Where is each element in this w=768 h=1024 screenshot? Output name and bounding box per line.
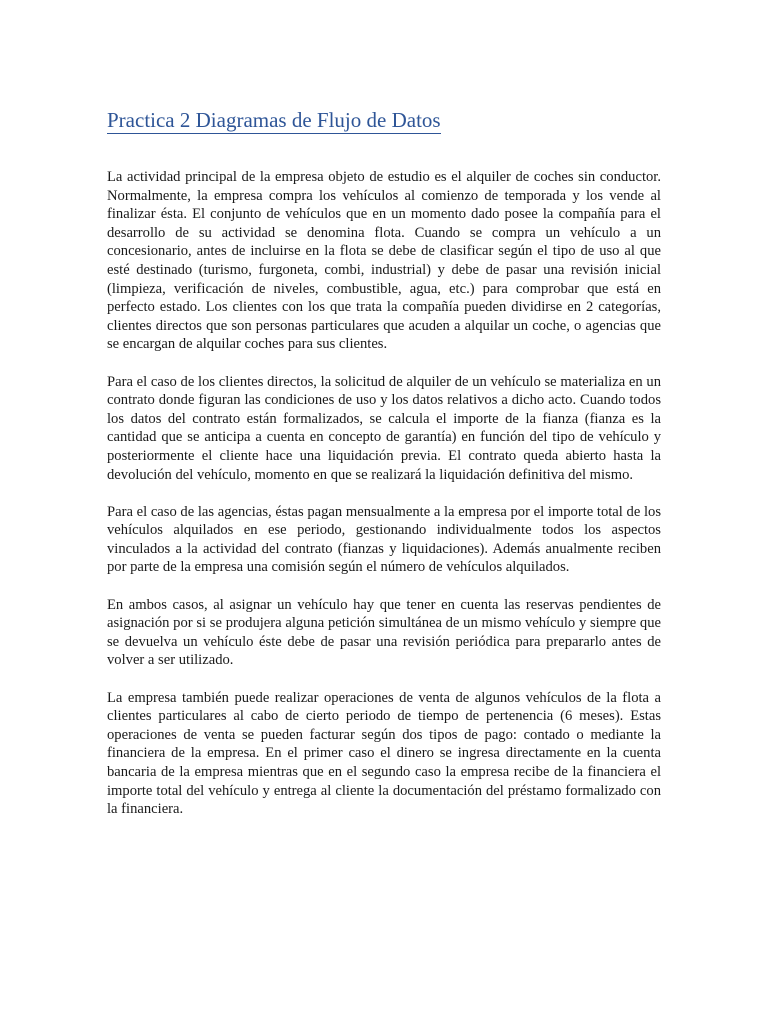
document-title: Practica 2 Diagramas de Flujo de Datos [107, 108, 441, 132]
paragraph-5: La empresa también puede realizar operaciones de venta de algunos vehículos de la flota a clientes particulares al cabo de cierto periodo de tiempo de pertenencia (6 meses). Estas operaciones de venta se pueden facturar según dos tipos de pago: contado o mediante la financiera de la empresa. En el primer caso el dinero se ingresa directamente en la cuenta bancaria de la empresa mientras que en el segundo caso la empresa recibe de la financiera el importe total del vehículo y entrega al cliente la documentación del préstamo formalizado con la financiera. [107, 689, 661, 818]
document-body [107, 168, 661, 837]
paragraph-3: Para el caso de las agencias, éstas pagan mensualmente a la empresa por el importe total de los vehículos alquilados en ese periodo, gestionando individualmente todos los aspectos vinculados a la actividad del contrato (fianzas y liquidaciones). Además anualmente reciben por parte de la empresa una comisión según el número de vehículos alquilados. [107, 503, 661, 576]
paragraph-1: La actividad principal de la empresa objeto de estudio es el alquiler de coches sin conductor. Normalmente, la empresa compra los vehículos al comienzo de temporada y los vende al finalizar ésta. El conjunto de vehículos que en un momento dado posee la compañía para el desarrollo de su actividad se denomina flota. Cuando se compra un vehículo a un concesionario, antes de incluirse en la flota se debe de clasificar según el tipo de uso al que esté destinado (turismo, furgoneta, combi, industrial) y debe de pasar una revisión inicial (limpieza, verificación de niveles, combustible, agua, etc.) para comprobar que está en perfecto estado. Los clientes con los que trata la compañía pueden dividirse en 2 categorías, clientes directos que son personas particulares que acuden a alquilar un coche, o agencias que se encargan de alquilar coches para sus clientes. [107, 169, 661, 353]
paragraph-4: En ambos casos, al asignar un vehículo hay que tener en cuenta las reservas pendientes de asignación por si se produjera alguna petición simultánea de un mismo vehículo y siempre que se devuelva un vehículo éste debe de pasar una revisión periódica para prepararlo antes de volver a ser utilizado. [107, 596, 661, 669]
paragraph-2: Para el caso de los clientes directos, la solicitud de alquiler de un vehículo se materializa en un contrato donde figuran las condiciones de uso y los datos relativos a dicho acto. Cuando todos los datos del contrato están formalizados, se calcula el importe de la fianza (fianza es la cantidad que se anticipa a cuenta en concepto de garantía) en función del tipo de vehículo y posteriormente el cliente hace una liquidación previa. El contrato queda abierto hasta la devolución del vehículo, momento en que se realizará la liquidación definitiva del mismo. [107, 373, 661, 483]
